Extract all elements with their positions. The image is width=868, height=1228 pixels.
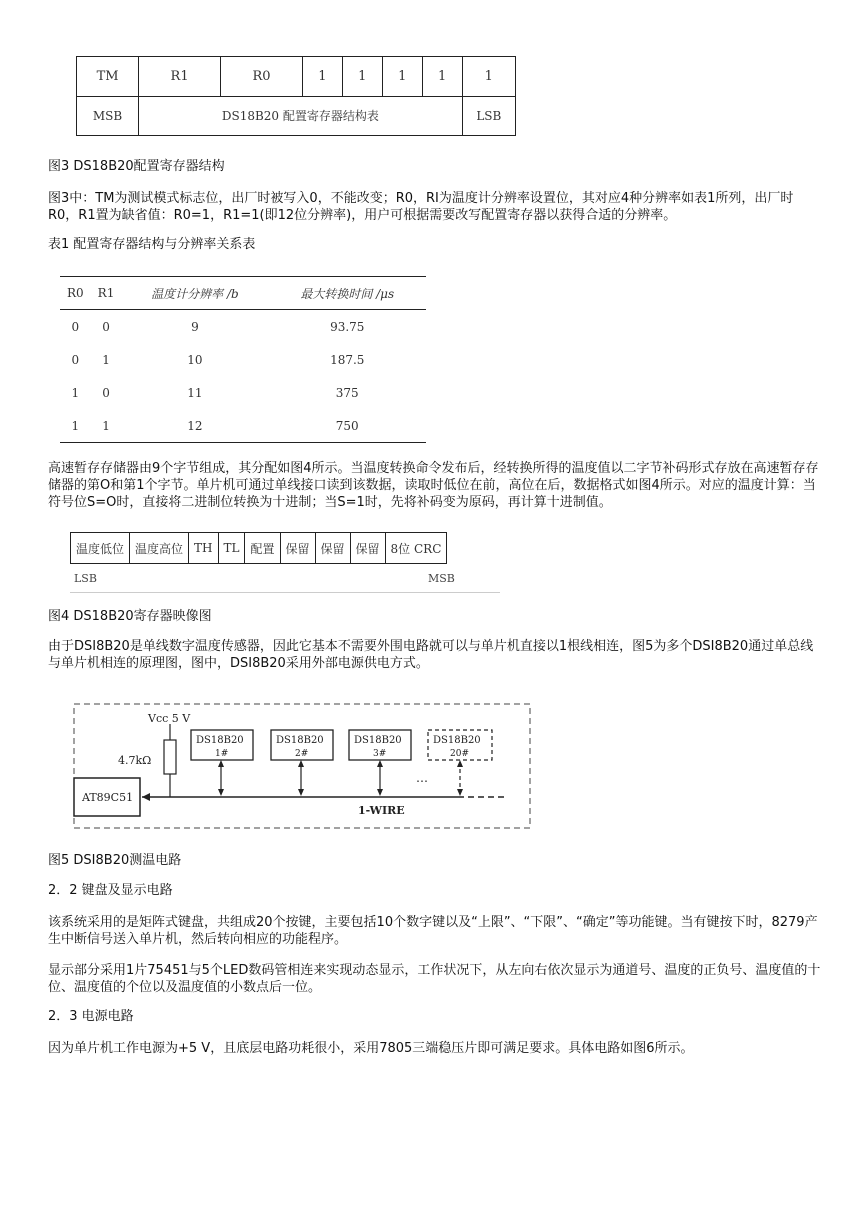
cell: 0 (102, 385, 110, 400)
bus-label: 1-WIRE (358, 804, 405, 817)
byte-cell: TL (218, 533, 245, 564)
paragraph-keyboard: 该系统采用的是矩阵式键盘，共组成20个按键，主要包括10个数字键以及“上限”、“下限”、“确定”等功能键。当有键按下时，8279产生中断信号送入单片机，然后转向相应的功能程序。 (48, 915, 818, 947)
bit-cell: 1 (302, 57, 342, 97)
cell: 1 (91, 409, 122, 443)
pullup-resistor (164, 740, 176, 774)
cell: 93.75 (330, 319, 365, 334)
fig4-msb-label: MSB (428, 572, 455, 585)
col-header: R0 (60, 277, 91, 310)
byte-cell: 保留 (280, 533, 315, 564)
cell: 1 (102, 352, 110, 367)
paragraph-scratchpad: 高速暂存存储器由9个字节组成，其分配如图4所示。当温度转换命令发布后，经转换所得的温度值以二字节补码形式存放在高速暂存存储器的第O和第1个字节。单片机可通过单线接口读到该数据，读取时低位在前，高位在后，数据格式如图4所示。对应的温度计算：当符号位S=O时，直接将二进制位转换为十进制；当S=1时，先将补码变为原码，再计算十进制值。 (48, 461, 819, 510)
bit-cell: TM (77, 57, 139, 97)
byte-cell: 配置 (245, 533, 280, 564)
cell: 750 (268, 409, 426, 443)
paragraph-power: 因为单片机工作电源为+5 V，且底层电路功耗很小，采用7805三端稳压片即可满足要求。具体电路如图6所示。 (48, 1041, 694, 1056)
scratchpad-map-figure (70, 532, 447, 564)
divider (70, 592, 500, 593)
cell: 9 (191, 319, 199, 334)
config-register-figure (76, 56, 516, 136)
byte-cell: 温度低位 (71, 533, 130, 564)
msb-label: MSB (77, 96, 139, 136)
cell: 12 (121, 409, 268, 443)
register-table-title: DS18B20 配置寄存器结构表 (139, 96, 463, 136)
sensor-num: 20# (450, 749, 469, 759)
sensor-num: 1# (215, 749, 229, 759)
bit-cell: 1 (382, 57, 422, 97)
vcc-label: Vcc 5 V (148, 712, 191, 725)
lsb-label: LSB (462, 96, 515, 136)
fig4-lsb-label: LSB (74, 572, 97, 585)
bit-cell: 1 (422, 57, 462, 97)
fig5-caption: 图5 DSI8B20测温电路 (48, 853, 182, 868)
byte-cell: 温度高位 (130, 533, 189, 564)
table-row (60, 376, 426, 409)
byte-cell: 8位 CRC (385, 533, 447, 564)
cell: 10 (187, 352, 203, 367)
table-row (60, 310, 426, 344)
paragraph-display: 显示部分采用1片75451与5个LED数码管相连来实现动态显示，工作状况下，从左向右依次显示为通道号、温度的正负号、温度值的十位、温度值的个位以及温度值的小数点后一位。 (48, 963, 821, 995)
cell: 0 (71, 319, 80, 334)
col-header: 温度计分辨率 /b (121, 277, 268, 310)
sensor-num: 2# (295, 749, 309, 759)
col-header: 最大转换时间 /μs (268, 277, 426, 310)
bit-cell: 1 (342, 57, 382, 97)
cell: 1 (60, 409, 91, 443)
table1-caption: 表1 配置寄存器结构与分辨率关系表 (48, 237, 256, 252)
cell: 11 (187, 385, 203, 400)
cell: 375 (335, 385, 359, 400)
sensor-name: DS18B20 (196, 735, 244, 746)
byte-cell: TH (189, 533, 218, 564)
ellipsis: … (416, 771, 428, 785)
fig3-caption: 图3 DS18B20配置寄存器结构 (48, 159, 225, 174)
table-row (60, 343, 426, 376)
cell: 1 (71, 385, 80, 400)
table-row (60, 409, 426, 443)
one-wire-circuit-diagram (66, 696, 536, 838)
sensor-name: DS18B20 (433, 735, 481, 746)
resolution-table (60, 276, 426, 443)
section-heading-2-2: 2．2 键盘及显示电路 (48, 883, 173, 898)
cell: 187.5 (330, 352, 365, 367)
bit-cell: R1 (139, 57, 221, 97)
paragraph-resolution: 图3中：TM为测试模式标志位，出厂时被写入0，不能改变；R0，RI为温度计分辨率设置位，其对应4种分辨率如表1所列，出厂时R0，R1置为缺省值：R0=1，R1=1(即12位分辨率)，用户可根据需要改写配置寄存器以获得合适的分辨率。 (48, 191, 794, 223)
resistor-label: 4.7kΩ (118, 754, 152, 767)
fig4-caption: 图4 DS18B20寄存器映像图 (48, 609, 212, 624)
bit-cell: 1 (462, 57, 515, 97)
sensor-name: DS18B20 (276, 735, 324, 746)
cell: 0 (71, 352, 80, 367)
byte-cell: 保留 (350, 533, 385, 564)
byte-cell: 保留 (315, 533, 350, 564)
bit-cell: R0 (221, 57, 303, 97)
sensor-name: DS18B20 (354, 735, 402, 746)
mcu-label: AT89C51 (82, 791, 134, 804)
cell: 0 (102, 319, 110, 334)
section-heading-2-3: 2．3 电源电路 (48, 1009, 134, 1024)
sensor-num: 3# (373, 749, 387, 759)
arrow-head (142, 793, 150, 801)
col-header: R1 (91, 277, 122, 310)
paragraph-one-wire: 由于DSI8B20是单线数字温度传感器，因此它基本不需要外围电路就可以与单片机直接以1根线相连，图5为多个DSI8B20通过单总线与单片机相连的原理图，图中，DSI8B20采用外部电源供电方式。 (48, 639, 814, 671)
